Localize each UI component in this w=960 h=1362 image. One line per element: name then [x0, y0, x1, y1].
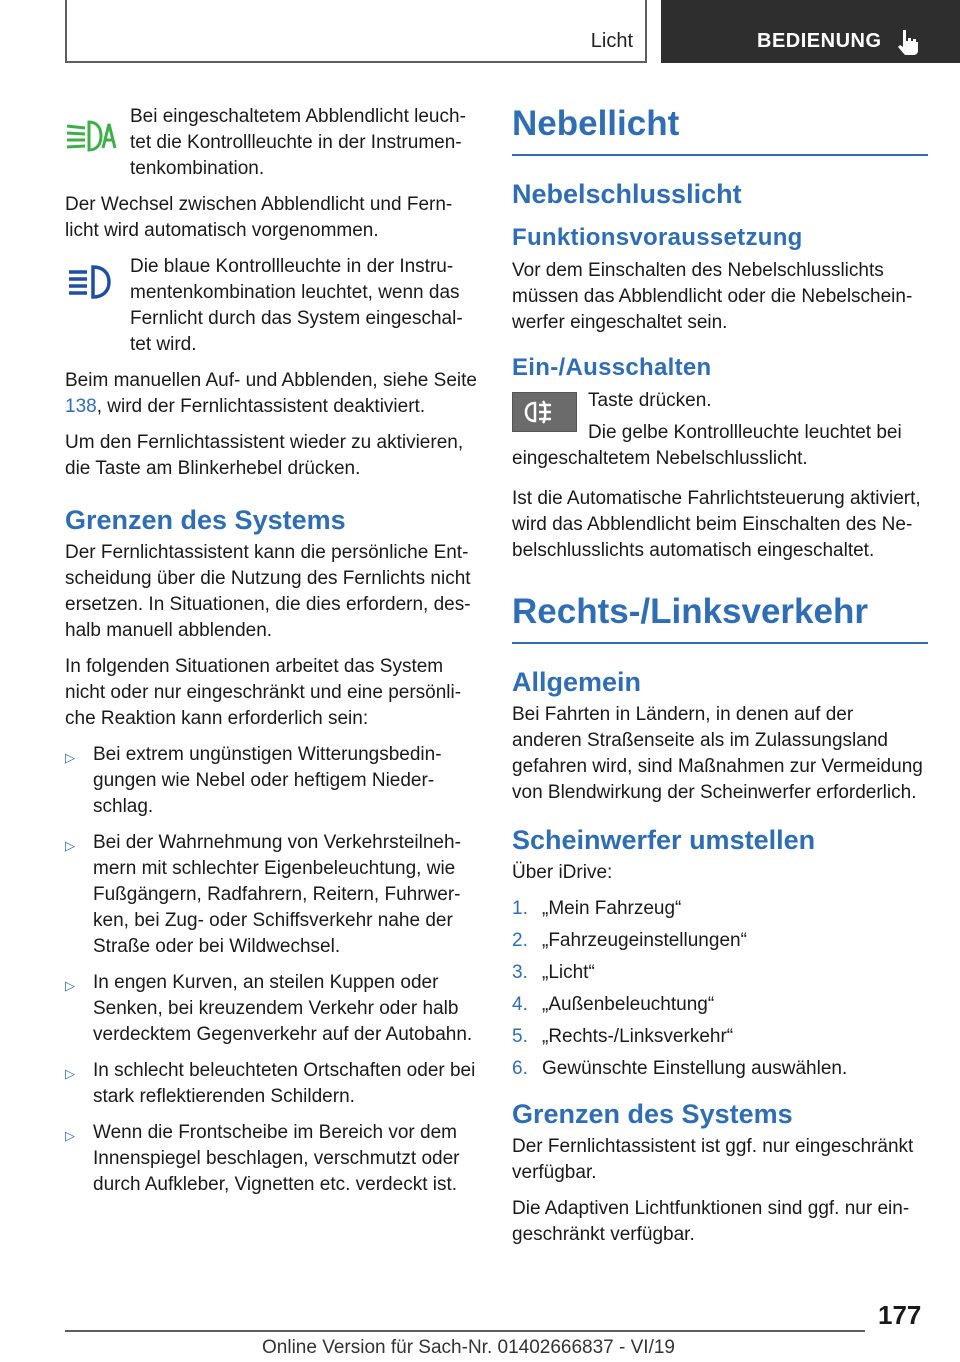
right-column	[512, 104, 928, 1258]
high-beam-assistant-note	[65, 104, 477, 182]
step-text: „Fahrzeugeinstellungen“	[542, 930, 747, 951]
left-column	[65, 104, 477, 1208]
hand-pointer-icon	[894, 28, 922, 56]
heading-limits: Grenzen des Systems	[65, 505, 346, 535]
paragraph: In folgenden Situationen arbeitet das System nicht oder nur eingeschränkt und eine persönliche Reaktion kann erforderlich sein:	[65, 656, 462, 729]
paragraph: Um den Fernlichtassistent wieder zu aktivieren, die Taste am Blinkerhebel drücken.	[65, 432, 464, 479]
heading-traffic-side: Rechts-/Linksverkehr	[512, 592, 928, 644]
footer-online-version: Online Version für Sach-Nr. 01402666837 - VI/19	[262, 1337, 675, 1358]
heading-headlight-adjust: Scheinwerfer umstellen	[512, 825, 816, 855]
step-number: 3.	[512, 962, 528, 983]
step-item	[512, 1056, 928, 1082]
step-item	[512, 896, 928, 922]
page-number: 177	[878, 1300, 922, 1330]
list-item-text: In schlecht beleuchteten Ortschaften oder bei stark reflektierenden Schildern.	[93, 1060, 476, 1107]
step-text: „Rechts-/Linksverkehr“	[542, 1026, 734, 1047]
text: Beim manuellen Auf- und Abblenden, siehe Seite	[65, 370, 477, 391]
paragraph: Der Fernlichtassistent kann die persönliche Entscheidung über die Nutzung des Fernlichts nicht ersetzen. In Situationen, die dies erfordern, deshalb manuell abblenden.	[65, 542, 471, 641]
paragraph: Bei eingeschaltetem Abblendlicht leuchtet die Kontrollleuchte in der Instrumentenkombination.	[130, 106, 466, 179]
paragraph: Die Adaptiven Lichtfunktionen sind ggf. nur eingeschränkt verfügbar.	[512, 1198, 910, 1245]
list-item-text: Bei extrem ungünstigen Witterungsbedingungen wie Nebel oder heftigem Niederschlag.	[93, 744, 442, 817]
list-item	[65, 970, 477, 1048]
header-section-title: Licht	[590, 30, 633, 52]
list-item	[65, 742, 477, 820]
list-item-text: Wenn die Frontscheibe im Bereich vor dem Innenspiegel beschlagen, verschmutzt oder durch Aufkleber, Vignetten etc. verdeckt ist.	[93, 1122, 460, 1195]
paragraph: Der Fernlichtassistent ist ggf. nur eingeschränkt verfügbar.	[512, 1136, 914, 1183]
triangle-bullet-icon: ▷	[65, 838, 75, 853]
step-number: 5.	[512, 1026, 528, 1047]
triangle-bullet-icon: ▷	[65, 1128, 75, 1143]
high-beam-note	[65, 254, 477, 358]
list-item	[65, 830, 477, 960]
high-beam-assistant-icon	[65, 116, 117, 156]
rear-fog-instruction	[512, 388, 928, 414]
rear-fog-light-button-icon	[513, 393, 576, 431]
list-item	[65, 1120, 477, 1198]
step-number: 4.	[512, 994, 528, 1015]
step-number: 2.	[512, 930, 528, 951]
text: , wird der Fernlichtassistent deaktiviert.	[96, 396, 426, 417]
text: Die gelbe Kontrollleuchte leuchtet bei eingeschaltetem Nebelschlusslicht.	[512, 422, 902, 469]
list-item	[65, 1058, 477, 1110]
paragraph: Vor dem Einschalten des Nebelschlusslichts müssen das Abblendlicht oder die Nebelscheinwerfer eingeschaltet sein.	[512, 260, 913, 333]
triangle-bullet-icon: ▷	[65, 978, 75, 993]
footer-divider	[65, 1330, 865, 1332]
paragraph: Der Wechsel zwischen Abblendlicht und Fernlicht wird automatisch vorgenommen.	[65, 194, 453, 241]
step-item	[512, 1024, 928, 1050]
step-item	[512, 960, 928, 986]
high-beam-icon	[65, 262, 117, 302]
list-item-text: In engen Kurven, an steilen Kuppen oder Senken, bei kreuzendem Verkehr oder halb verdecktem Gegenverkehr auf der Autobahn.	[93, 972, 473, 1045]
heading-general: Allgemein	[512, 667, 642, 697]
bullet-list	[65, 742, 477, 1198]
heading-rear-fog-light: Nebelschlusslicht	[512, 179, 742, 209]
paragraph: Bei Fahrten in Ländern, in denen auf der anderen Straßenseite als im Zulassungsland gefahren wird, sind Maßnahmen zur Vermeidung von Blendwirkung der Scheinwerfer erforderlich.	[512, 704, 923, 803]
step-number: 1.	[512, 898, 528, 919]
paragraph: Taste drücken.	[588, 390, 712, 411]
step-item	[512, 928, 928, 954]
heading-switch-on-off: Ein-/Ausschalten	[512, 354, 712, 381]
heading-limits-right: Grenzen des Systems	[512, 1099, 793, 1129]
paragraph: Die blaue Kontrollleuchte in der Instrumentenkombination leuchtet, wenn das Fernlicht durch das System eingeschaltet wird.	[130, 256, 463, 355]
list-item-text: Bei der Wahrnehmung von Verkehrsteilnehmern mit schlechter Eigenbeleuchtung, wie Fußgängern, Radfahrern, Reitern, Fuhrwerken, bei Zug- oder Schiffsverkehr nahe der Straße oder bei Wildwechsel.	[93, 832, 461, 957]
rear-fog-light-button	[512, 392, 577, 432]
paragraph	[65, 368, 477, 420]
step-text: „Licht“	[542, 962, 595, 983]
triangle-bullet-icon: ▷	[65, 750, 75, 765]
step-text: „Außenbeleuchtung“	[542, 994, 715, 1015]
step-text: Gewünschte Einstellung auswählen.	[542, 1058, 848, 1079]
step-item	[512, 992, 928, 1018]
paragraph: Ist die Automatische Fahrlichtsteuerung aktiviert, wird das Abblendlicht beim Einschalten des Nebelschlusslichts automatisch eingeschaltet.	[512, 488, 921, 561]
page-link[interactable]: 138	[65, 396, 97, 417]
header-chapter-title: BEDIENUNG	[757, 30, 882, 52]
step-number: 6.	[512, 1058, 528, 1079]
paragraph: Über iDrive:	[512, 862, 613, 883]
triangle-bullet-icon: ▷	[65, 1066, 75, 1081]
heading-fog-light: Nebellicht	[512, 104, 928, 156]
header-section-box	[65, 0, 647, 63]
step-list	[512, 896, 928, 1082]
heading-prerequisite: Funktionsvoraussetzung	[512, 224, 803, 251]
step-text: „Mein Fahrzeug“	[542, 898, 682, 919]
